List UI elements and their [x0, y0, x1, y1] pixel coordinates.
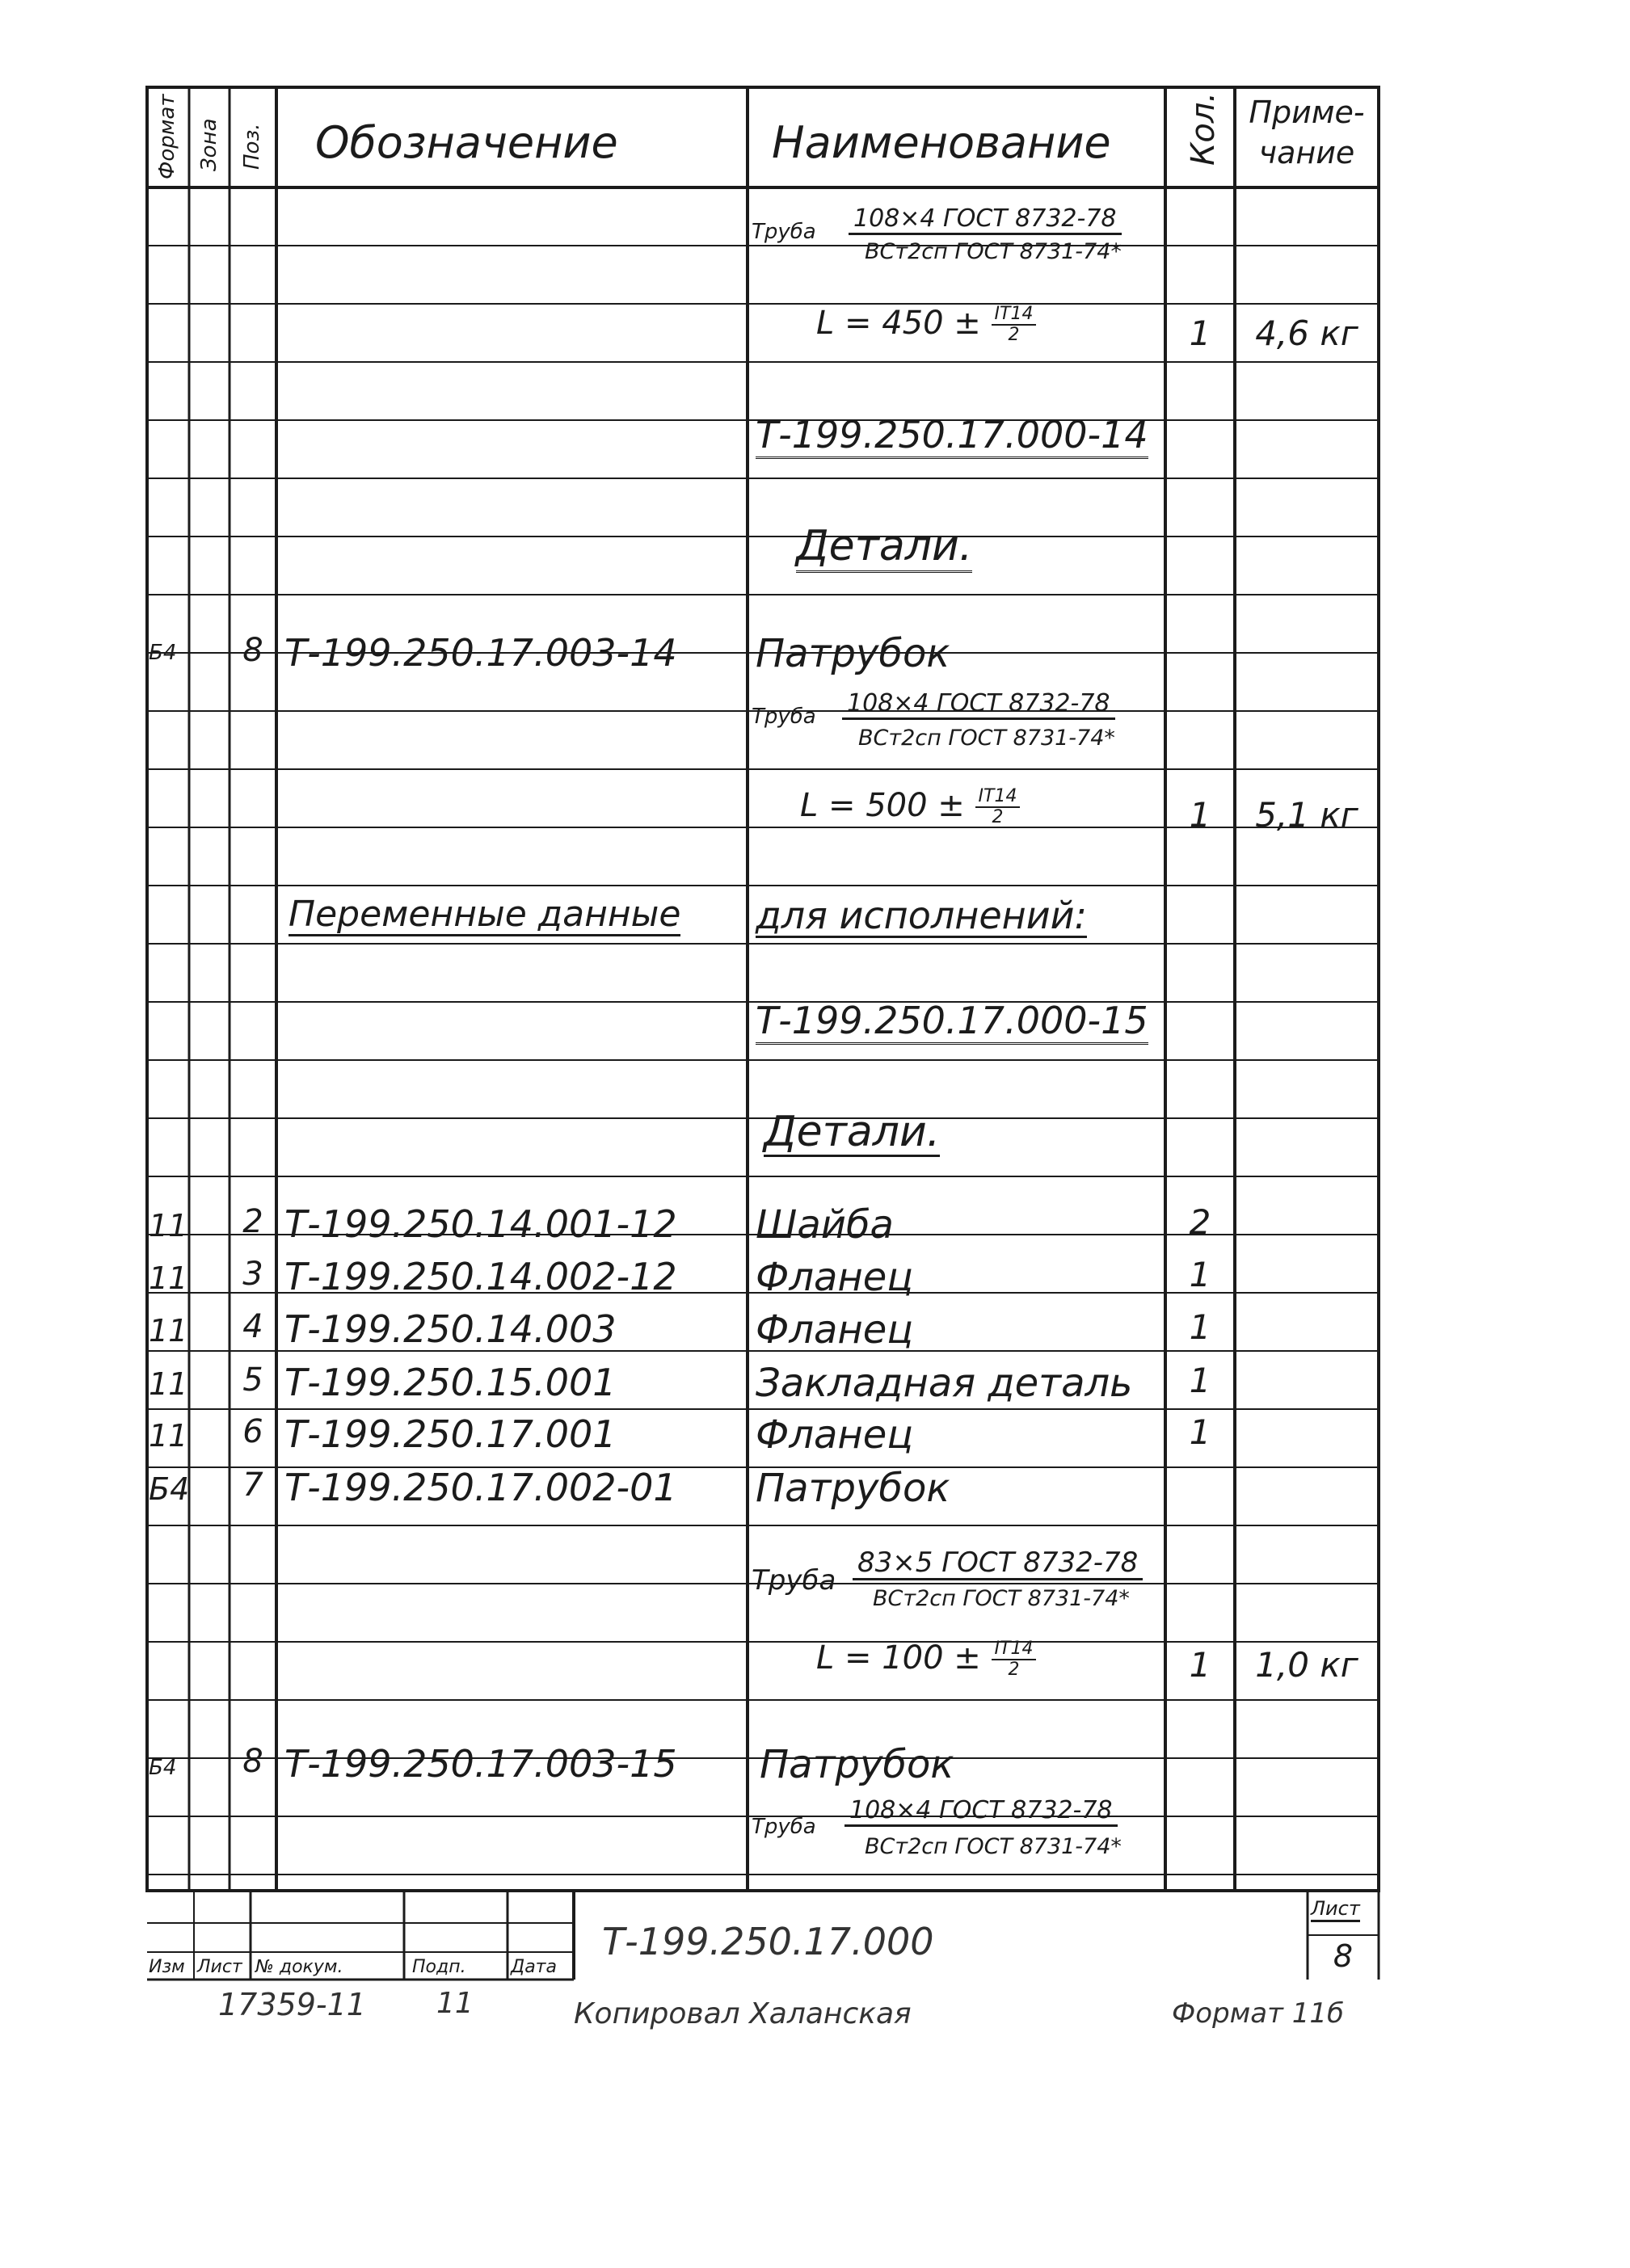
tube-material: ВСт2сп ГОСТ 8731-74*	[873, 1586, 1130, 1611]
title-col-list: Лист	[197, 1957, 242, 1977]
tolerance-den: 2	[992, 807, 1004, 827]
tolerance-fraction	[992, 305, 1037, 344]
title-col-doc: № докум.	[255, 1957, 343, 1977]
header-zone: Зона	[197, 118, 221, 171]
designation-cell: Т-199.250.17.003-14	[284, 631, 677, 675]
designation-cell: Т-199.250.14.003	[284, 1307, 617, 1351]
format-cell: Б4	[149, 1471, 190, 1507]
tube-label: Труба	[752, 705, 816, 729]
tube-size: 108×4 ГОСТ 8732-78	[844, 1799, 1118, 1827]
section-details: Детали.	[796, 525, 972, 573]
name-cell: Фланец	[756, 1412, 913, 1458]
length-spec	[800, 788, 1020, 827]
sheet-mark: 11	[436, 1987, 474, 2020]
qty-cell: 1	[1189, 795, 1211, 835]
pos-cell: 2	[242, 1203, 263, 1240]
sheet-label: Лист	[1311, 1899, 1360, 1922]
length-spec	[816, 1640, 1036, 1679]
tube-spec	[752, 679, 1164, 760]
title-col-sign: Подп.	[412, 1957, 466, 1977]
tolerance-num: IT14	[992, 1640, 1037, 1660]
format-cell: Б4	[149, 641, 177, 665]
variant-designation: Т-199.250.17.000-15	[756, 1002, 1148, 1045]
tolerance-num: IT14	[992, 305, 1037, 326]
pos-cell: 5	[242, 1361, 263, 1399]
header-name: Наименование	[772, 117, 1111, 168]
pos-cell: 6	[242, 1413, 263, 1450]
qty-cell: 1	[1189, 1307, 1211, 1347]
name-cell: Патрубок	[756, 631, 950, 676]
tube-spec	[752, 1539, 1164, 1620]
qty-cell: 1	[1189, 1361, 1211, 1400]
section-details: Детали.	[764, 1108, 941, 1156]
pos-cell: 8	[242, 632, 263, 669]
name-cell: Закладная деталь	[756, 1361, 1133, 1406]
title-col-izm: Изм	[149, 1957, 185, 1977]
copied-by: Копировал Халанская	[574, 1997, 912, 2030]
format-cell: Б4	[149, 1756, 177, 1780]
designation-cell: Т-199.250.15.001	[284, 1361, 617, 1404]
note-cell: 5,1 кг	[1255, 795, 1358, 835]
header-designation: Обозначение	[315, 117, 618, 168]
format-cell: 11	[149, 1260, 188, 1296]
header-pos: Поз.	[240, 123, 264, 170]
name-cell: Фланец	[756, 1307, 913, 1353]
note-cell: 1,0 кг	[1255, 1645, 1358, 1685]
tolerance-fraction	[992, 1640, 1037, 1679]
header-qty: Кол.	[1185, 91, 1222, 166]
tube-spec	[752, 192, 1164, 273]
tolerance-fraction	[975, 788, 1021, 827]
format-cell: 11	[149, 1208, 188, 1243]
format-cell: 11	[149, 1313, 188, 1349]
name-cell: Фланец	[756, 1255, 913, 1300]
tube-material: ВСт2сп ГОСТ 8731-74*	[865, 239, 1122, 264]
length-spec	[816, 305, 1036, 344]
pos-cell: 4	[242, 1308, 263, 1345]
length-value: L = 100 ±	[816, 1639, 981, 1677]
qty-cell: 2	[1189, 1202, 1211, 1242]
pos-cell: 8	[242, 1743, 263, 1780]
sheet-number: 8	[1333, 1938, 1354, 1974]
tube-label: Труба	[752, 1564, 836, 1597]
qty-cell: 1	[1189, 313, 1211, 353]
tube-label: Труба	[752, 1815, 816, 1839]
title-col-date: Дата	[511, 1957, 557, 1977]
tube-material: ВСт2сп ГОСТ 8731-74*	[858, 726, 1115, 751]
tube-size: 83×5 ГОСТ 8732-78	[853, 1549, 1143, 1580]
variable-data-caption: для исполнений:	[756, 894, 1088, 937]
length-value: L = 450 ±	[816, 305, 981, 342]
format-cell: 11	[149, 1418, 188, 1454]
header-note-line1: Приме-	[1249, 95, 1365, 130]
pos-cell: 3	[242, 1256, 263, 1293]
name-cell: Патрубок	[756, 1466, 950, 1511]
designation-cell: Т-199.250.17.002-01	[284, 1466, 677, 1509]
pos-cell: 7	[242, 1466, 263, 1504]
name-cell: Шайба	[756, 1202, 894, 1248]
format-cell: 11	[149, 1366, 188, 1402]
designation-cell: Т-199.250.14.001-12	[284, 1202, 677, 1246]
variable-data-label: Переменные данные	[289, 894, 681, 935]
header-note-line2: чание	[1258, 135, 1355, 170]
tube-label: Труба	[752, 220, 816, 244]
designation-cell: Т-199.250.17.003-15	[284, 1742, 677, 1786]
note-cell: 4,6 кг	[1255, 313, 1358, 353]
tube-size: 108×4 ГОСТ 8732-78	[842, 692, 1115, 720]
tolerance-num: IT14	[975, 788, 1021, 808]
qty-cell: 1	[1189, 1255, 1211, 1294]
document-number: Т-199.250.17.000	[602, 1920, 934, 1963]
designation-cell: Т-199.250.14.002-12	[284, 1255, 677, 1298]
designation-cell: Т-199.250.17.001	[284, 1412, 617, 1456]
name-cell: Патрубок	[760, 1742, 954, 1787]
tube-spec	[752, 1786, 1164, 1866]
header-format: Формат	[155, 94, 179, 179]
sheet-format: Формат 11б	[1172, 1997, 1344, 2030]
variant-designation: Т-199.250.17.000-14	[756, 416, 1148, 459]
tube-size: 108×4 ГОСТ 8732-78	[849, 207, 1122, 235]
inventory-number: 17359-11	[218, 1987, 366, 2022]
tolerance-den: 2	[1008, 325, 1020, 345]
qty-cell: 1	[1189, 1412, 1211, 1452]
qty-cell: 1	[1189, 1645, 1211, 1685]
length-value: L = 500 ±	[800, 787, 965, 824]
tube-material: ВСт2сп ГОСТ 8731-74*	[865, 1834, 1122, 1859]
tolerance-den: 2	[1008, 1660, 1020, 1680]
